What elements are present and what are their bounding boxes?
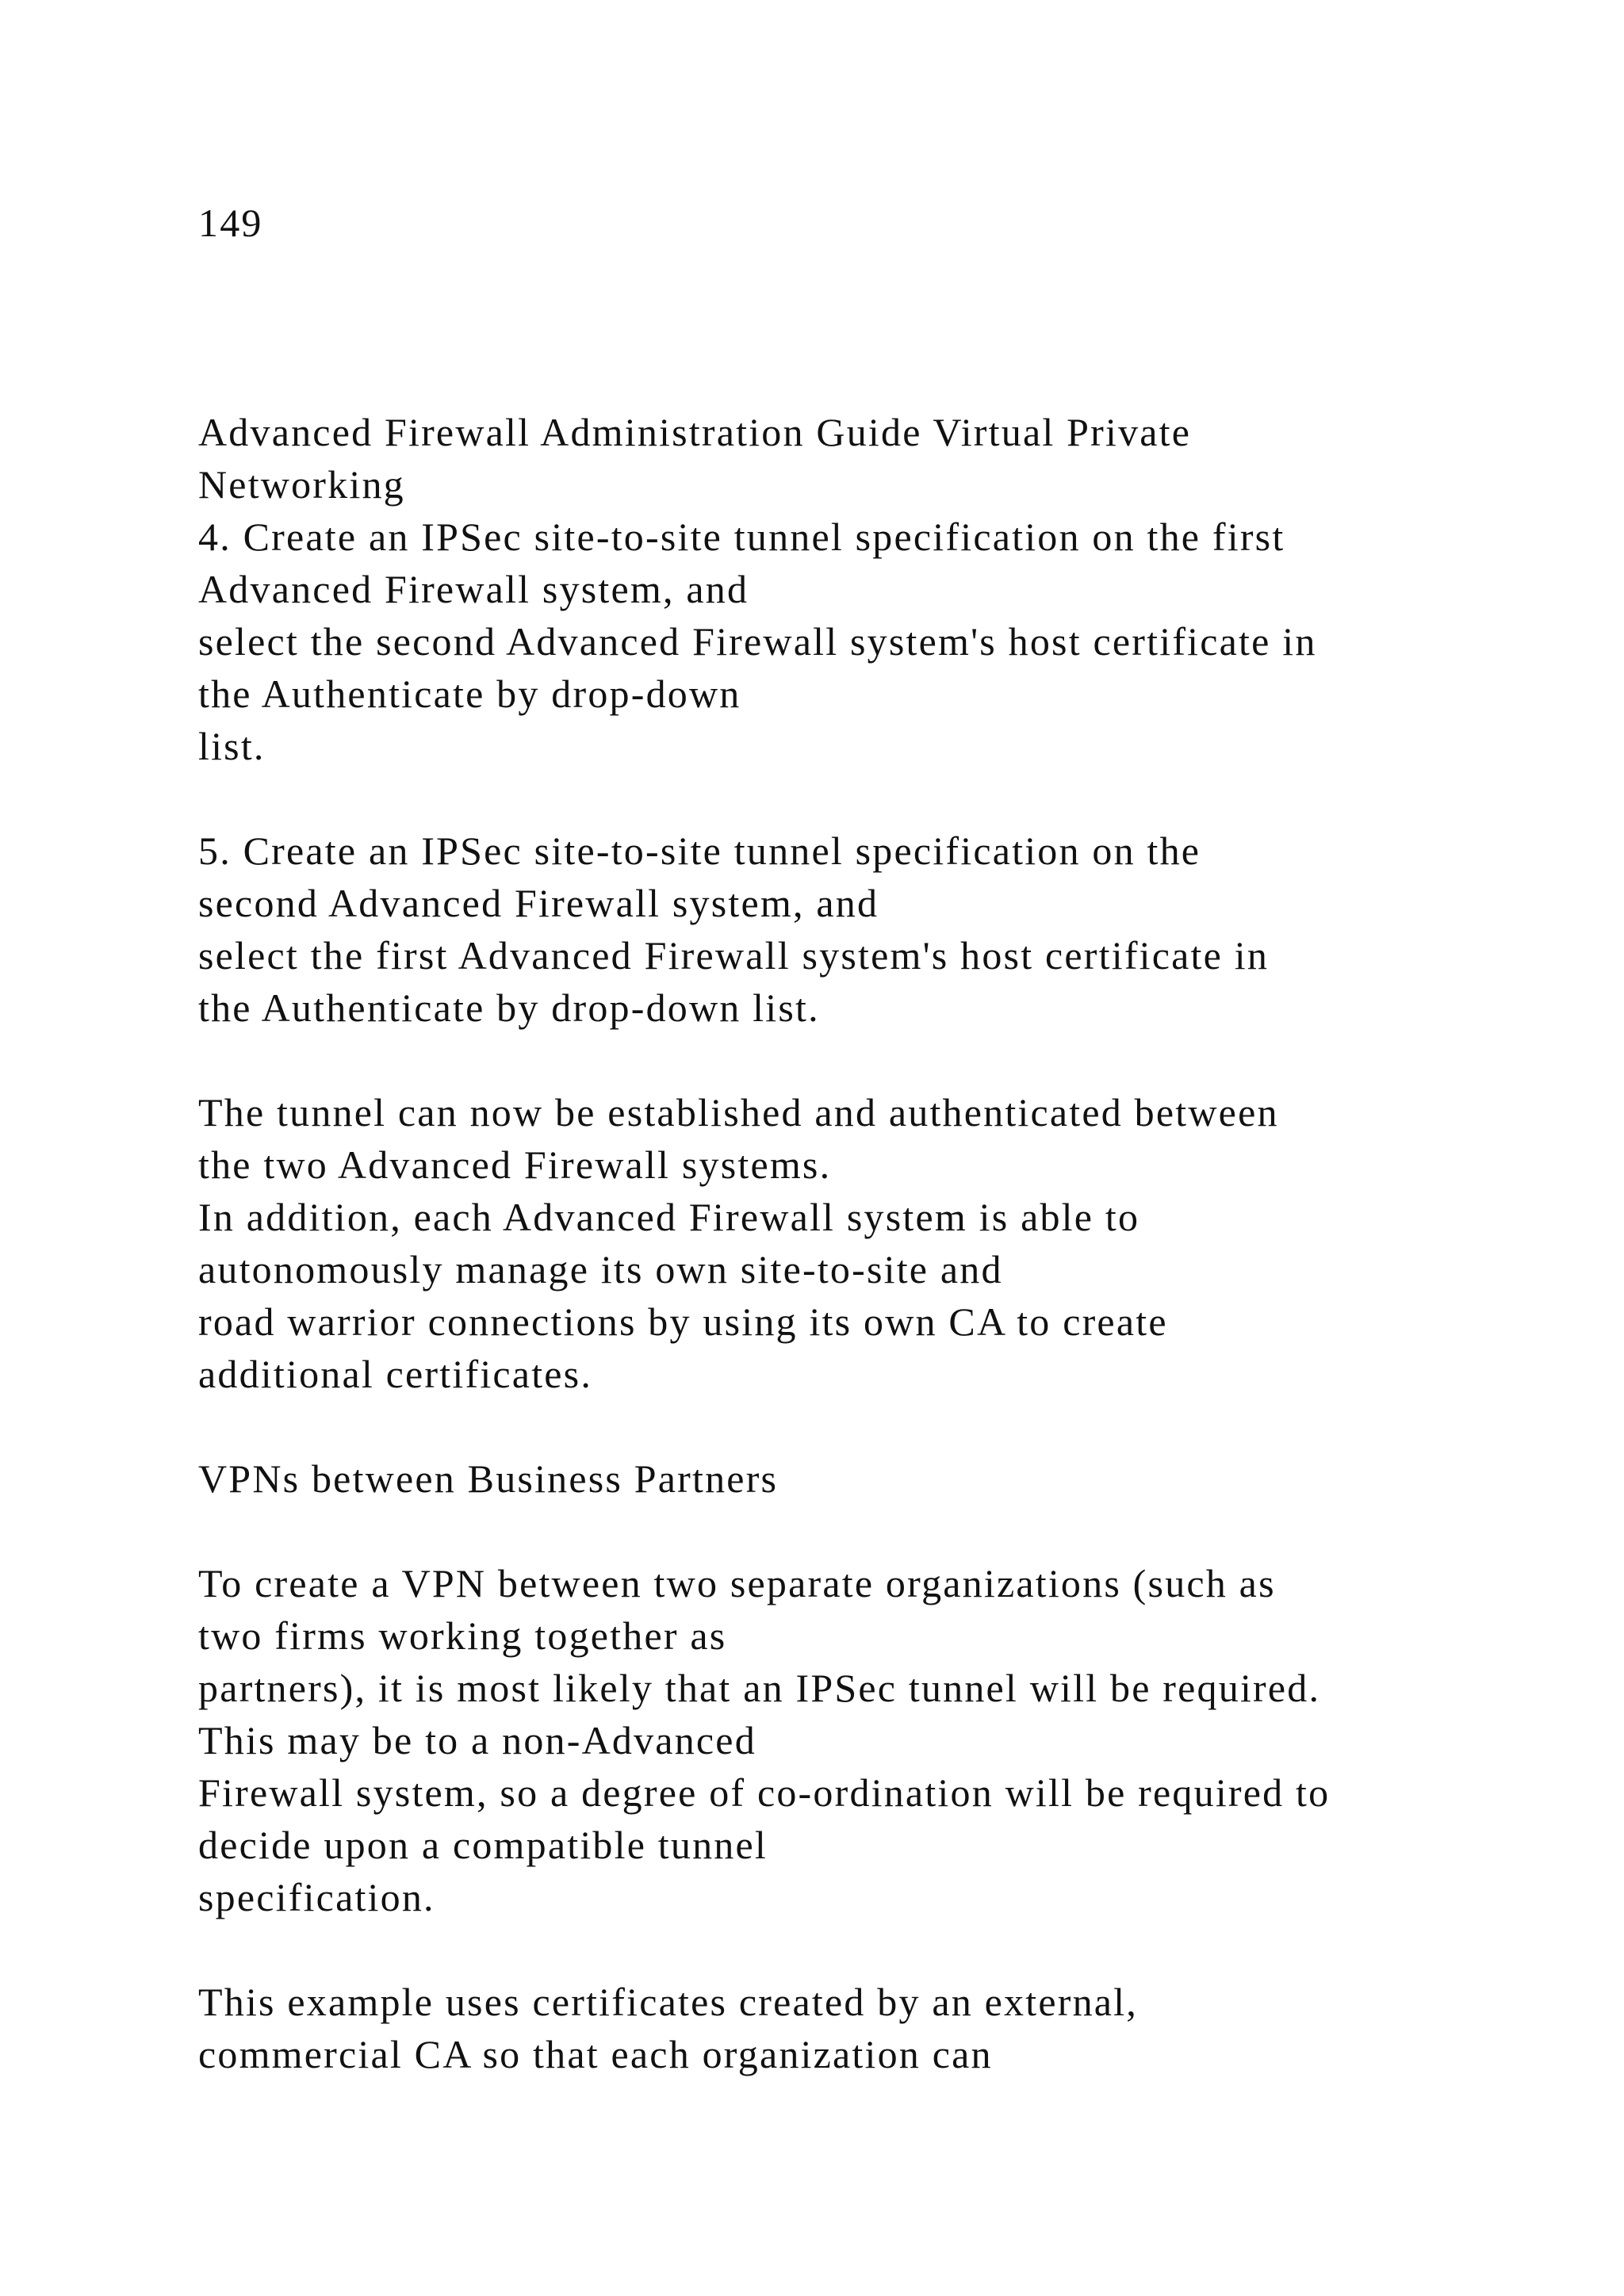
text-line: commercial CA so that each organization can [198,2032,993,2076]
text-line: This may be to a non-Advanced [198,1718,756,1762]
text-line: To create a VPN between two separate organizations (such as [198,1561,1276,1605]
text-line: Firewall system, so a degree of co-ordination will be required to [198,1770,1331,1815]
text-line: Networking [198,462,405,507]
text-line: specification. [198,1875,435,1919]
text-line: autonomously manage its own site-to-site and [198,1247,1003,1292]
text-line: select the first Advanced Firewall system's host certificate in [198,933,1270,978]
text-line: decide upon a compatible tunnel [198,1823,768,1867]
section-heading: VPNs between Business Partners [198,1456,779,1501]
text-line: The tunnel can now be established and authenticated between [198,1090,1279,1135]
text-line: In addition, each Advanced Firewall system is able to [198,1195,1140,1239]
text-line: list. [198,724,266,768]
text-line: the two Advanced Firewall systems. [198,1142,832,1187]
text-line: Advanced Firewall Administration Guide Virtual Private [198,410,1192,454]
text-line: This example uses certificates created by an external, [198,1980,1138,2024]
text-line: partners), it is most likely that an IPSec tunnel will be required. [198,1666,1321,1710]
text-line: select the second Advanced Firewall system's host certificate in [198,619,1317,664]
text-line: the Authenticate by drop-down list. [198,985,820,1030]
text-line: road warrior connections by using its own CA to create [198,1299,1168,1344]
text-line: two firms working together as [198,1613,727,1658]
text-line: second Advanced Firewall system, and [198,881,879,925]
page-number: 149 [198,201,263,245]
text-line: the Authenticate by drop-down [198,672,741,716]
text-line: additional certificates. [198,1352,593,1396]
text-line: 4. Create an IPSec site-to-site tunnel specification on the first [198,515,1285,559]
text-line: 5. Create an IPSec site-to-site tunnel specification on the [198,828,1201,873]
text-line: Advanced Firewall system, and [198,567,749,611]
